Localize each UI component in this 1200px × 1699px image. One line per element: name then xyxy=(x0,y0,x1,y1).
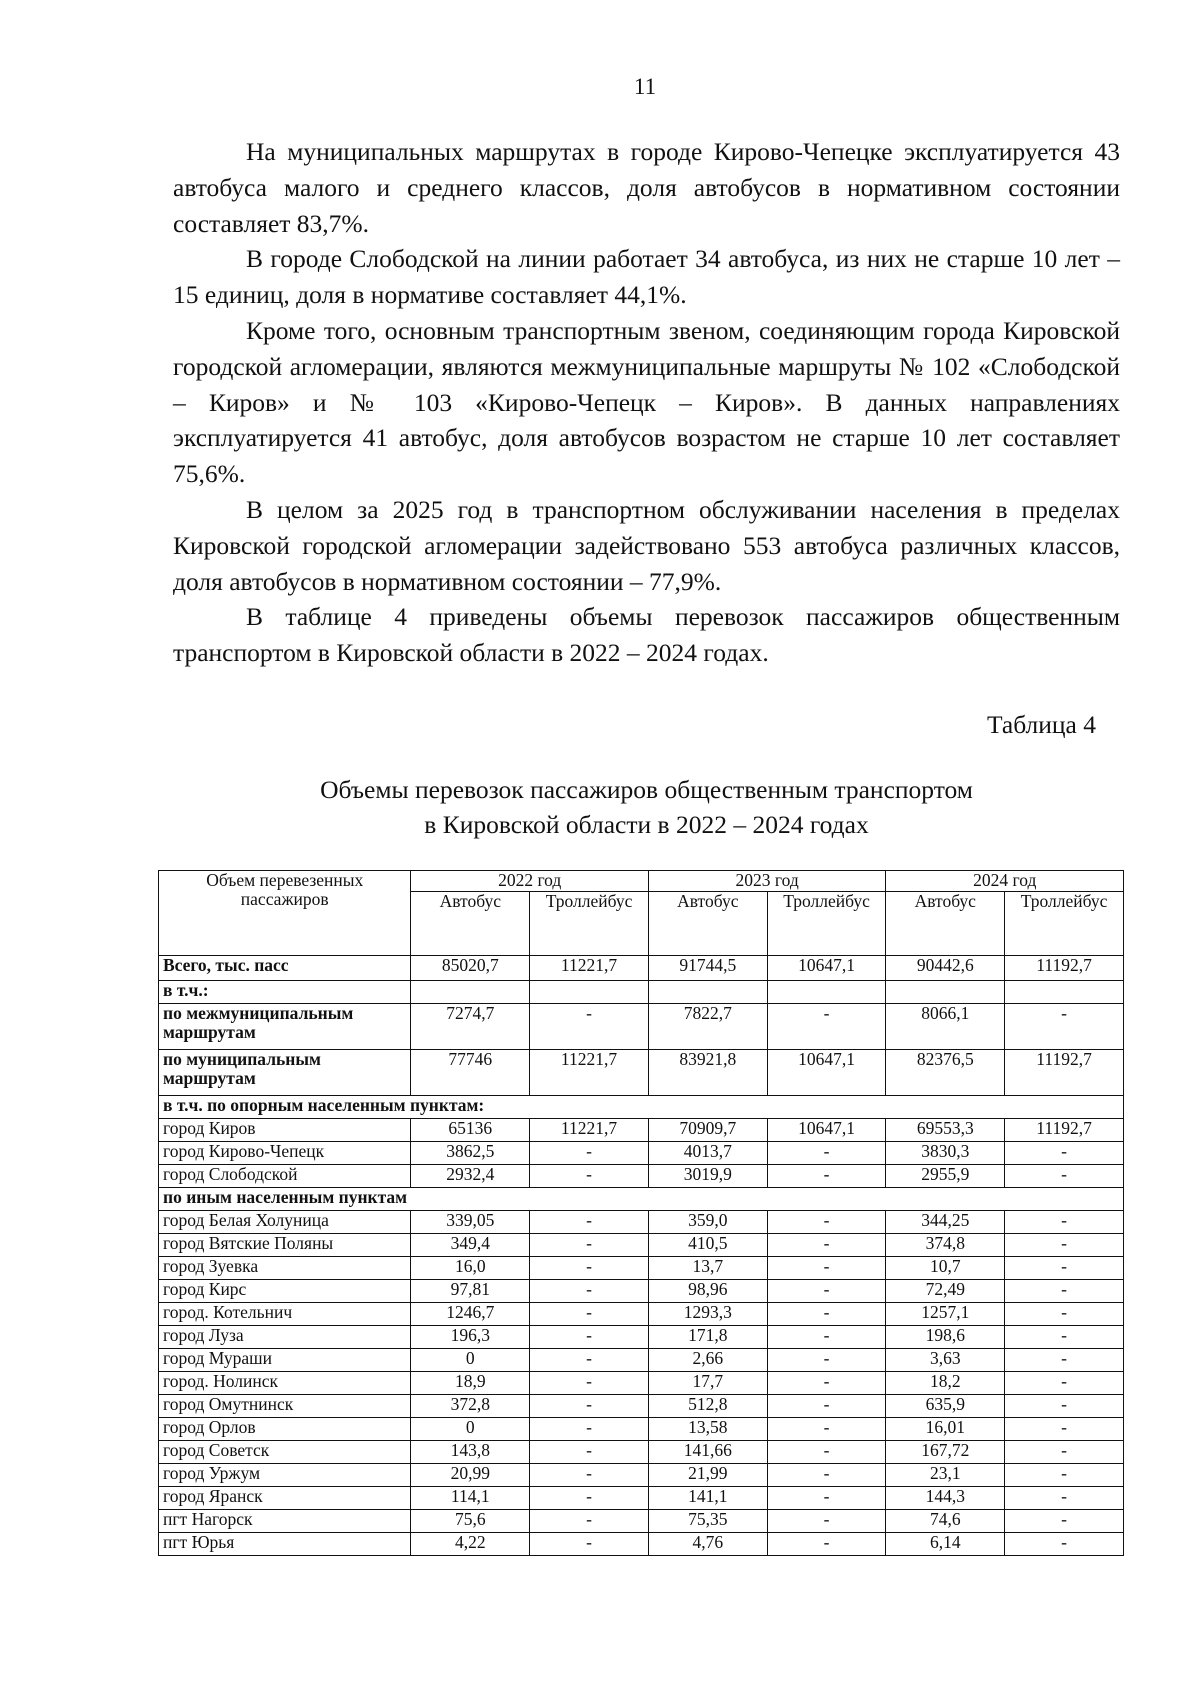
cell-value: - xyxy=(1005,1395,1124,1418)
cell-value xyxy=(411,981,530,1004)
cell-value: - xyxy=(1005,1234,1124,1257)
paragraph: В городе Слободской на линии работает 34 автобуса, из них не старше 10 лет – 15 единиц, доля в нормативе составляет 44,1%. xyxy=(173,244,1120,310)
cell-value: - xyxy=(767,1418,886,1441)
cell-value: - xyxy=(530,1326,649,1349)
body-text xyxy=(173,134,1120,671)
cell-value: - xyxy=(767,1349,886,1372)
cell-value: 85020,7 xyxy=(411,956,530,981)
table-row xyxy=(159,1349,1124,1372)
table-row xyxy=(159,1165,1124,1188)
cell-value: 83921,8 xyxy=(648,1050,767,1096)
row-label: город Уржум xyxy=(159,1464,411,1487)
section-heading: в т.ч. по опорным населенным пунктам: xyxy=(159,1096,1124,1119)
cell-value: 410,5 xyxy=(648,1234,767,1257)
cell-value: 8066,1 xyxy=(886,1004,1005,1050)
table-row xyxy=(159,1533,1124,1556)
cell-value: 2932,4 xyxy=(411,1165,530,1188)
row-label: Всего, тыс. пасс xyxy=(159,956,411,981)
cell-value: - xyxy=(1005,1441,1124,1464)
cell-value: 11221,7 xyxy=(530,1119,649,1142)
cell-value: - xyxy=(767,1165,886,1188)
table-title xyxy=(173,772,1120,842)
cell-value: - xyxy=(1005,1004,1124,1050)
cell-value: 18,9 xyxy=(411,1372,530,1395)
cell-value: - xyxy=(767,1326,886,1349)
cell-value: - xyxy=(530,1372,649,1395)
cell-value: 69553,3 xyxy=(886,1119,1005,1142)
row-label: в т.ч.: xyxy=(159,981,411,1004)
cell-value: 196,3 xyxy=(411,1326,530,1349)
cell-value: - xyxy=(530,1004,649,1050)
cell-value: - xyxy=(530,1257,649,1280)
cell-value: - xyxy=(767,1234,886,1257)
row-label: город. Нолинск xyxy=(159,1372,411,1395)
cell-value: - xyxy=(767,1464,886,1487)
cell-value: 4013,7 xyxy=(648,1142,767,1165)
paragraph: В целом за 2025 год в транспортном обслуживании населения в пределах Кировской городской агломерации задействовано 553 автобуса различных классов, доля автобусов в нормативном состоянии – 77,9%. xyxy=(173,494,1120,596)
row-label: город Киров xyxy=(159,1119,411,1142)
table-row xyxy=(159,1050,1124,1096)
cell-value: - xyxy=(530,1464,649,1487)
cell-value: 0 xyxy=(411,1418,530,1441)
row-label: город. Котельнич xyxy=(159,1303,411,1326)
cell-value: 3,63 xyxy=(886,1349,1005,1372)
table-row xyxy=(159,1234,1124,1257)
cell-value: 171,8 xyxy=(648,1326,767,1349)
section-row xyxy=(159,1188,1124,1211)
cell-value: - xyxy=(530,1395,649,1418)
cell-value: 11192,7 xyxy=(1005,1050,1124,1096)
column-header: Троллейбус xyxy=(1005,892,1124,956)
column-header: Троллейбус xyxy=(767,892,886,956)
row-label: город Орлов xyxy=(159,1418,411,1441)
row-label: город Белая Холуница xyxy=(159,1211,411,1234)
cell-value: 339,05 xyxy=(411,1211,530,1234)
paragraph: На муниципальных маршрутах в городе Кирово-Чепецке эксплуатируется 43 автобуса малого и среднего классов, доля автобусов в нормативном состоянии составляет 83,7%. xyxy=(173,137,1120,238)
year-header: 2024 год xyxy=(886,871,1124,892)
cell-value: - xyxy=(767,1487,886,1510)
cell-value: 4,22 xyxy=(411,1533,530,1556)
cell-value: 374,8 xyxy=(886,1234,1005,1257)
section-heading: по иным населенным пунктам xyxy=(159,1188,1124,1211)
cell-value: 141,1 xyxy=(648,1487,767,1510)
cell-value: - xyxy=(1005,1349,1124,1372)
cell-value: 143,8 xyxy=(411,1441,530,1464)
cell-value: - xyxy=(1005,1280,1124,1303)
cell-value: - xyxy=(1005,1487,1124,1510)
cell-value xyxy=(886,981,1005,1004)
cell-value: - xyxy=(530,1349,649,1372)
table-row xyxy=(159,1211,1124,1234)
cell-value: 349,4 xyxy=(411,1234,530,1257)
cell-value: 11192,7 xyxy=(1005,956,1124,981)
column-header: Автобус xyxy=(648,892,767,956)
cell-value: 21,99 xyxy=(648,1464,767,1487)
cell-value: - xyxy=(1005,1211,1124,1234)
cell-value: 198,6 xyxy=(886,1326,1005,1349)
cell-value: 98,96 xyxy=(648,1280,767,1303)
row-label: город Луза xyxy=(159,1326,411,1349)
cell-value: 114,1 xyxy=(411,1487,530,1510)
cell-value: - xyxy=(1005,1165,1124,1188)
cell-value: 74,6 xyxy=(886,1510,1005,1533)
cell-value: - xyxy=(1005,1510,1124,1533)
page-number: 11 xyxy=(633,74,657,99)
cell-value: - xyxy=(767,1441,886,1464)
cell-value: - xyxy=(1005,1257,1124,1280)
cell-value: 10,7 xyxy=(886,1257,1005,1280)
year-header: 2022 год xyxy=(411,871,648,892)
row-label: город Кирово-Чепецк xyxy=(159,1142,411,1165)
cell-value: - xyxy=(767,1510,886,1533)
cell-value: 20,99 xyxy=(411,1464,530,1487)
table-row xyxy=(159,1326,1124,1349)
cell-value: - xyxy=(767,1257,886,1280)
table-row xyxy=(159,1257,1124,1280)
cell-value: 75,6 xyxy=(411,1510,530,1533)
cell-value: 344,25 xyxy=(886,1211,1005,1234)
cell-value: 11221,7 xyxy=(530,956,649,981)
row-label: город Мураши xyxy=(159,1349,411,1372)
cell-value: 91744,5 xyxy=(648,956,767,981)
table-row xyxy=(159,1510,1124,1533)
cell-value: - xyxy=(1005,1418,1124,1441)
cell-value: - xyxy=(530,1165,649,1188)
cell-value: - xyxy=(530,1441,649,1464)
cell-value: 4,76 xyxy=(648,1533,767,1556)
cell-value: 11192,7 xyxy=(1005,1119,1124,1142)
cell-value: - xyxy=(1005,1533,1124,1556)
table-row xyxy=(159,1441,1124,1464)
cell-value: 18,2 xyxy=(886,1372,1005,1395)
row-label: по муниципальным маршрутам xyxy=(159,1050,411,1096)
table-row xyxy=(159,1142,1124,1165)
paragraph: Кроме того, основным транспортным звеном, соединяющим города Кировской городской агломерации, являются межмуниципальные маршруты № 102 «Слободской – Киров» и № 103 «Кирово-Чепецк – Киров». В данных направлениях эксплуатируется 41 автобус, доля автобусов возрастом не старше 10 лет составляет 75,6%. xyxy=(173,315,1120,489)
cell-value: - xyxy=(1005,1372,1124,1395)
row-label: по межмуниципальным маршрутам xyxy=(159,1004,411,1050)
cell-value xyxy=(767,981,886,1004)
table-row xyxy=(159,1280,1124,1303)
cell-value xyxy=(1005,981,1124,1004)
cell-value: 75,35 xyxy=(648,1510,767,1533)
cell-value: 635,9 xyxy=(886,1395,1005,1418)
cell-value: - xyxy=(767,1280,886,1303)
cell-value: 141,66 xyxy=(648,1441,767,1464)
table-title-line: Объемы перевозок пассажиров общественным транспортом xyxy=(320,775,973,804)
table-row xyxy=(159,1487,1124,1510)
row-label: город Вятские Поляны xyxy=(159,1234,411,1257)
cell-value: - xyxy=(530,1234,649,1257)
cell-value: - xyxy=(530,1487,649,1510)
cell-value: 7274,7 xyxy=(411,1004,530,1050)
row-label: город Советск xyxy=(159,1441,411,1464)
cell-value: 72,49 xyxy=(886,1280,1005,1303)
table-row xyxy=(159,981,1124,1004)
cell-value: 17,7 xyxy=(648,1372,767,1395)
cell-value: - xyxy=(1005,1326,1124,1349)
cell-value: - xyxy=(767,1211,886,1234)
cell-value: - xyxy=(767,1142,886,1165)
column-header: Автобус xyxy=(411,892,530,956)
table-row xyxy=(159,1119,1124,1142)
cell-value: - xyxy=(530,1280,649,1303)
cell-value: 10647,1 xyxy=(767,1050,886,1096)
table-row xyxy=(159,1303,1124,1326)
cell-value: 3019,9 xyxy=(648,1165,767,1188)
row-label: город Слободской xyxy=(159,1165,411,1188)
cell-value: 2955,9 xyxy=(886,1165,1005,1188)
row-label: город Яранск xyxy=(159,1487,411,1510)
cell-value: 512,8 xyxy=(648,1395,767,1418)
cell-value: 3830,3 xyxy=(886,1142,1005,1165)
cell-value: 0 xyxy=(411,1349,530,1372)
cell-value: 16,01 xyxy=(886,1418,1005,1441)
cell-value: 6,14 xyxy=(886,1533,1005,1556)
cell-value: - xyxy=(1005,1303,1124,1326)
cell-value: - xyxy=(530,1142,649,1165)
cell-value: - xyxy=(530,1211,649,1234)
row-label: пгт Юрья xyxy=(159,1533,411,1556)
column-header: Автобус xyxy=(886,892,1005,956)
cell-value: - xyxy=(530,1303,649,1326)
table-row xyxy=(159,1464,1124,1487)
cell-value xyxy=(648,981,767,1004)
cell-value: 90442,6 xyxy=(886,956,1005,981)
cell-value: 3862,5 xyxy=(411,1142,530,1165)
cell-value: 10647,1 xyxy=(767,956,886,981)
cell-value: 1293,3 xyxy=(648,1303,767,1326)
cell-value: 82376,5 xyxy=(886,1050,1005,1096)
table-row xyxy=(159,1372,1124,1395)
cell-value: 97,81 xyxy=(411,1280,530,1303)
cell-value: - xyxy=(767,1004,886,1050)
cell-value: 16,0 xyxy=(411,1257,530,1280)
table-row xyxy=(159,956,1124,981)
cell-value xyxy=(530,981,649,1004)
cell-value: 10647,1 xyxy=(767,1119,886,1142)
table-row xyxy=(159,1418,1124,1441)
corner-header: Объем перевезенных пассажиров xyxy=(159,871,411,956)
year-header: 2023 год xyxy=(648,871,885,892)
table-row xyxy=(159,1395,1124,1418)
cell-value: - xyxy=(767,1395,886,1418)
cell-value: - xyxy=(767,1533,886,1556)
cell-value: 359,0 xyxy=(648,1211,767,1234)
cell-value: - xyxy=(1005,1464,1124,1487)
cell-value: 1246,7 xyxy=(411,1303,530,1326)
cell-value: 1257,1 xyxy=(886,1303,1005,1326)
cell-value: - xyxy=(530,1533,649,1556)
cell-value: 70909,7 xyxy=(648,1119,767,1142)
row-label: город Кирс xyxy=(159,1280,411,1303)
cell-value: - xyxy=(1005,1142,1124,1165)
row-label: город Зуевка xyxy=(159,1257,411,1280)
cell-value: 7822,7 xyxy=(648,1004,767,1050)
cell-value: 23,1 xyxy=(886,1464,1005,1487)
cell-value: 2,66 xyxy=(648,1349,767,1372)
cell-value: - xyxy=(767,1372,886,1395)
row-label: город Омутнинск xyxy=(159,1395,411,1418)
paragraph: В таблице 4 приведены объемы перевозок пассажиров общественным транспортом в Кировской области в 2022 – 2024 годах. xyxy=(173,602,1120,668)
cell-value: 144,3 xyxy=(886,1487,1005,1510)
cell-value: 372,8 xyxy=(411,1395,530,1418)
cell-value: - xyxy=(530,1510,649,1533)
cell-value: 13,7 xyxy=(648,1257,767,1280)
row-label: пгт Нагорск xyxy=(159,1510,411,1533)
cell-value: 77746 xyxy=(411,1050,530,1096)
table-title-line: в Кировской области в 2022 – 2024 годах xyxy=(424,810,869,839)
cell-value: - xyxy=(767,1303,886,1326)
cell-value: 167,72 xyxy=(886,1441,1005,1464)
passenger-volume-table xyxy=(158,870,1124,1556)
cell-value: 11221,7 xyxy=(530,1050,649,1096)
cell-value: 13,58 xyxy=(648,1418,767,1441)
table-row xyxy=(159,1004,1124,1050)
cell-value: 65136 xyxy=(411,1119,530,1142)
cell-value: - xyxy=(530,1418,649,1441)
table-label: Таблица 4 xyxy=(986,710,1096,739)
section-row xyxy=(159,1096,1124,1119)
column-header: Троллейбус xyxy=(530,892,649,956)
